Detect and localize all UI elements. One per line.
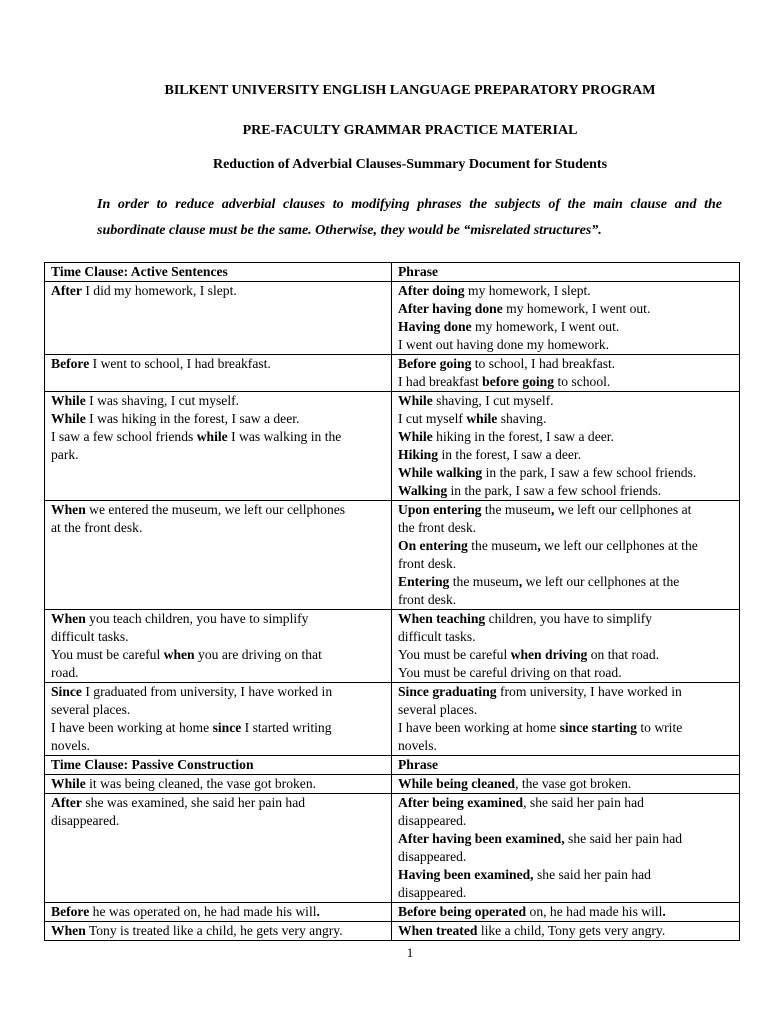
sentence-line: disappeared. bbox=[398, 849, 467, 864]
clause-cell bbox=[45, 610, 392, 683]
clause-cell bbox=[45, 903, 392, 922]
sentence-line: Time Clause: Active Sentences bbox=[51, 264, 228, 279]
sentence-line: front desk. bbox=[398, 556, 457, 571]
sentence-line: Walking in the park, I saw a few school friends. bbox=[398, 483, 662, 498]
sentence-line: On entering the museum, we left our cellphones at the bbox=[398, 538, 698, 553]
sentence-line: Hiking in the forest, I saw a deer. bbox=[398, 447, 582, 462]
sentence-line: several places. bbox=[51, 702, 131, 717]
sentence-line: I had breakfast before going to school. bbox=[398, 374, 611, 389]
sentence-line: Before I went to school, I had breakfast. bbox=[51, 356, 271, 371]
sentence-line: When treated like a child, Tony gets very angry. bbox=[398, 923, 666, 938]
sentence-line: After having done my homework, I went out. bbox=[398, 301, 651, 316]
sentence-line: After I did my homework, I slept. bbox=[51, 283, 237, 298]
table-row bbox=[45, 282, 740, 355]
table-row bbox=[45, 903, 740, 922]
phrase-cell bbox=[392, 282, 740, 355]
sentence-line: I cut myself while shaving. bbox=[398, 411, 547, 426]
sentence-line: Before he was operated on, he had made his will. bbox=[51, 904, 320, 919]
clause-cell bbox=[45, 794, 392, 903]
sentence-line: While I was hiking in the forest, I saw a deer. bbox=[51, 411, 300, 426]
sentence-line: When you teach children, you have to simplify bbox=[51, 611, 309, 626]
sentence-line: I saw a few school friends while I was walking in the bbox=[51, 429, 342, 444]
phrase-cell bbox=[392, 922, 740, 941]
sentence-line: You must be careful when driving on that road. bbox=[398, 647, 660, 662]
table-row bbox=[45, 922, 740, 941]
table-header-row bbox=[45, 756, 740, 775]
sentence-line: While hiking in the forest, I saw a deer. bbox=[398, 429, 614, 444]
sentence-line: disappeared. bbox=[51, 813, 120, 828]
sentence-line: After having been examined, she said her pain had bbox=[398, 831, 683, 846]
sentence-line: While I was shaving, I cut myself. bbox=[51, 393, 240, 408]
sentence-line: the front desk. bbox=[398, 520, 477, 535]
phrase-cell bbox=[392, 794, 740, 903]
sentence-line: Having been examined, she said her pain had bbox=[398, 867, 651, 882]
sentence-line: I have been working at home since I started writing bbox=[51, 720, 332, 735]
sentence-line: While walking in the park, I saw a few school friends. bbox=[398, 465, 697, 480]
phrase-cell bbox=[392, 903, 740, 922]
sentence-line: When Tony is treated like a child, he gets very angry. bbox=[51, 923, 343, 938]
phrase-cell bbox=[392, 683, 740, 756]
phrase-cell bbox=[392, 501, 740, 610]
sentence-line: at the front desk. bbox=[51, 520, 143, 535]
sentence-line: After she was examined, she said her pain had bbox=[51, 795, 306, 810]
phrase-cell bbox=[392, 392, 740, 501]
clause-cell bbox=[45, 501, 392, 610]
sentence-line: Having done my homework, I went out. bbox=[398, 319, 620, 334]
sentence-line: After doing my homework, I slept. bbox=[398, 283, 591, 298]
table-header-row bbox=[45, 263, 740, 282]
clause-cell bbox=[45, 263, 392, 282]
sentence-line: several places. bbox=[398, 702, 478, 717]
sentence-line: When we entered the museum, we left our cellphones bbox=[51, 502, 346, 517]
material-title: PRE-FACULTY GRAMMAR PRACTICE MATERIAL bbox=[242, 123, 578, 138]
page-number: 1 bbox=[406, 945, 414, 960]
table-row bbox=[45, 683, 740, 756]
table-row bbox=[45, 775, 740, 794]
sentence-line: Before going to school, I had breakfast. bbox=[398, 356, 616, 371]
phrase-cell bbox=[392, 756, 740, 775]
clause-cell bbox=[45, 355, 392, 392]
phrase-cell bbox=[392, 263, 740, 282]
sentence-line: disappeared. bbox=[398, 885, 467, 900]
clause-cell bbox=[45, 282, 392, 355]
sentence-line: novels. bbox=[51, 738, 90, 753]
sentence-line: front desk. bbox=[398, 592, 457, 607]
sentence-line: I went out having done my homework. bbox=[398, 337, 610, 352]
sentence-line: Time Clause: Passive Construction bbox=[51, 757, 254, 772]
table-row bbox=[45, 794, 740, 903]
clause-cell bbox=[45, 683, 392, 756]
table-row bbox=[45, 392, 740, 501]
sentence-line: While shaving, I cut myself. bbox=[398, 393, 554, 408]
table-row bbox=[45, 501, 740, 610]
clause-cell bbox=[45, 392, 392, 501]
clause-cell bbox=[45, 775, 392, 794]
sentence-line: road. bbox=[51, 665, 79, 680]
intro-paragraph: In order to reduce adverbial clauses to modifying phrases the subjects of the main clause and the subordinate clause must be the same. Otherwise, they would be “misrelated structures”. bbox=[97, 197, 722, 238]
sentence-line: After being examined, she said her pain had bbox=[398, 795, 644, 810]
phrase-cell bbox=[392, 610, 740, 683]
sentence-line: Before being operated on, he had made his will. bbox=[398, 904, 666, 919]
sentence-line: While being cleaned, the vase got broken. bbox=[398, 776, 632, 791]
program-title: BILKENT UNIVERSITY ENGLISH LANGUAGE PREPARATORY PROGRAM bbox=[164, 83, 656, 98]
sentence-line: While it was being cleaned, the vase got broken. bbox=[51, 776, 317, 791]
sentence-line: You must be careful when you are driving on that bbox=[51, 647, 322, 662]
sentence-line: Entering the museum, we left our cellphones at the bbox=[398, 574, 680, 589]
sentence-line: Upon entering the museum, we left our cellphones at bbox=[398, 502, 692, 517]
sentence-line: I have been working at home since starting to write bbox=[398, 720, 683, 735]
sentence-line: difficult tasks. bbox=[51, 629, 129, 644]
sentence-line: Phrase bbox=[398, 757, 439, 772]
table-row bbox=[45, 355, 740, 392]
reduction-table bbox=[44, 262, 740, 941]
phrase-cell bbox=[392, 355, 740, 392]
sentence-line: Since I graduated from university, I have worked in bbox=[51, 684, 333, 699]
sentence-line: novels. bbox=[398, 738, 437, 753]
table-row bbox=[45, 610, 740, 683]
sentence-line: You must be careful driving on that road. bbox=[398, 665, 622, 680]
sentence-line: Phrase bbox=[398, 264, 439, 279]
document-subtitle: Reduction of Adverbial Clauses-Summary Document for Students bbox=[212, 157, 608, 172]
sentence-line: difficult tasks. bbox=[398, 629, 476, 644]
phrase-cell bbox=[392, 775, 740, 794]
sentence-line: When teaching children, you have to simplify bbox=[398, 611, 653, 626]
clause-cell bbox=[45, 922, 392, 941]
sentence-line: disappeared. bbox=[398, 813, 467, 828]
sentence-line: Since graduating from university, I have worked in bbox=[398, 684, 682, 699]
clause-cell bbox=[45, 756, 392, 775]
sentence-line: park. bbox=[51, 447, 79, 462]
